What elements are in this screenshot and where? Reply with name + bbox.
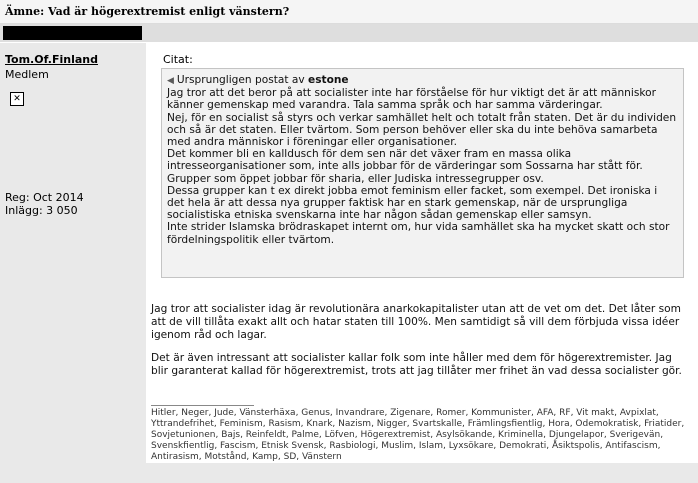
quote-paragraph: Jag tror att det beror på att socialister inte har förståelse för hur viktigt det är att människor känner gemenskap med varandra. Tala samma språk och har samma värderingar. bbox=[167, 87, 656, 112]
view-post-arrow-icon[interactable]: ◀ bbox=[167, 76, 174, 86]
post-paragraph: Det är även intressant att socialister kallar folk som inte håller med dem för högerextremister. Jag blir garanterat kallad för högerextremist, trots att jag tillåter mer frihet än vad dessa socialister gör. bbox=[151, 352, 682, 378]
post-date-bar bbox=[3, 26, 142, 40]
signature-divider bbox=[151, 405, 254, 406]
topic-title: Ämne: Vad är högerextremist enligt vänstern? bbox=[5, 5, 290, 18]
post-count: Inlägg: 3 050 bbox=[5, 204, 78, 217]
user-title: Medlem bbox=[5, 68, 49, 81]
post-footer-bar bbox=[0, 463, 698, 483]
post-body bbox=[151, 303, 687, 389]
register-date: Reg: Oct 2014 bbox=[5, 191, 84, 204]
quote-paragraph: Nej, för en socialist så styrs och verkar samhället helt och totalt från staten. Det är du individen och så är det staten. Eller tvärtom. Som person behöver eller ska du inte behöva samarbeta med andra människor i föreningar eller organisationer. bbox=[167, 111, 677, 149]
quote-author: estone bbox=[308, 74, 349, 86]
quote-paragraph: Dessa grupper kan t ex direkt jobba emot feminism eller facket, som exempel. Det ironiska i det hela är att dessa nya grupper faktisk har en stark gemenskap, när de ursprungliga socialistiska etniska svenskarna inte har någon sådan gemenskap eller samsyn. bbox=[167, 184, 658, 222]
quote-header bbox=[167, 74, 677, 87]
quote-label: Citat: bbox=[163, 53, 193, 66]
quote-paragraph: Inte strider Islamska brödraskapet internt om, hur vida samhället ska ha mycket skatt och stor fördelningspolitik eller tvärtom. bbox=[167, 221, 670, 246]
quote-box bbox=[161, 68, 684, 278]
broken-image-icon: ✕ bbox=[10, 92, 24, 106]
user-sidebar bbox=[0, 43, 146, 463]
quote-posted-by: Ursprungligen postat av bbox=[176, 74, 305, 86]
post-paragraph: Jag tror att socialister idag är revolutionära anarkokapitalister utan att de vet om det. Det låter som att de vill tillåta exakt allt och hatar staten till 100%. Men samtidigt så vill dem förbjuda vissa idéer igenom råd och lagar. bbox=[151, 303, 681, 341]
quote-paragraph: Det kommer bli en kalldusch för dem sen när det växer fram en massa olika intresseorganisationer som, inte alls jobbar för de värderingar som Sossarna har stått för. Grupper som öppet jobbar för sharia, eller Judiska intressegrupper osv. bbox=[167, 148, 643, 185]
username-link[interactable]: Tom.Of.Finland bbox=[5, 53, 98, 66]
signature: Hitler, Neger, Jude, Vänsterhäxa, Genus, Invandrare, Zigenare, Romer, Kommunister, AFA, RF, Vit makt, Avpixlat, Yttrandefrihet, Feminism, Rasism, Knark, Nazism, Nigger, Svartskalle, Främlingsfientlig, Hora, Odemokratisk, Friatider, Sovjetunionen, Bajs, Reinfeldt, Palme, Löfven, Högerextremist, Asylsökande, Kriminella, Djungelapor, Sverigevän, Svenskfientlig, Fascism, Etnisk Svensk, Rasbiologi, Muslim, Islam, Lyxsökare, Demokrati, Åsiktspolis, Antifascism, Antirasism, Motstånd, Kamp, SD, Vänstern bbox=[151, 408, 685, 462]
topic-header bbox=[0, 0, 698, 24]
